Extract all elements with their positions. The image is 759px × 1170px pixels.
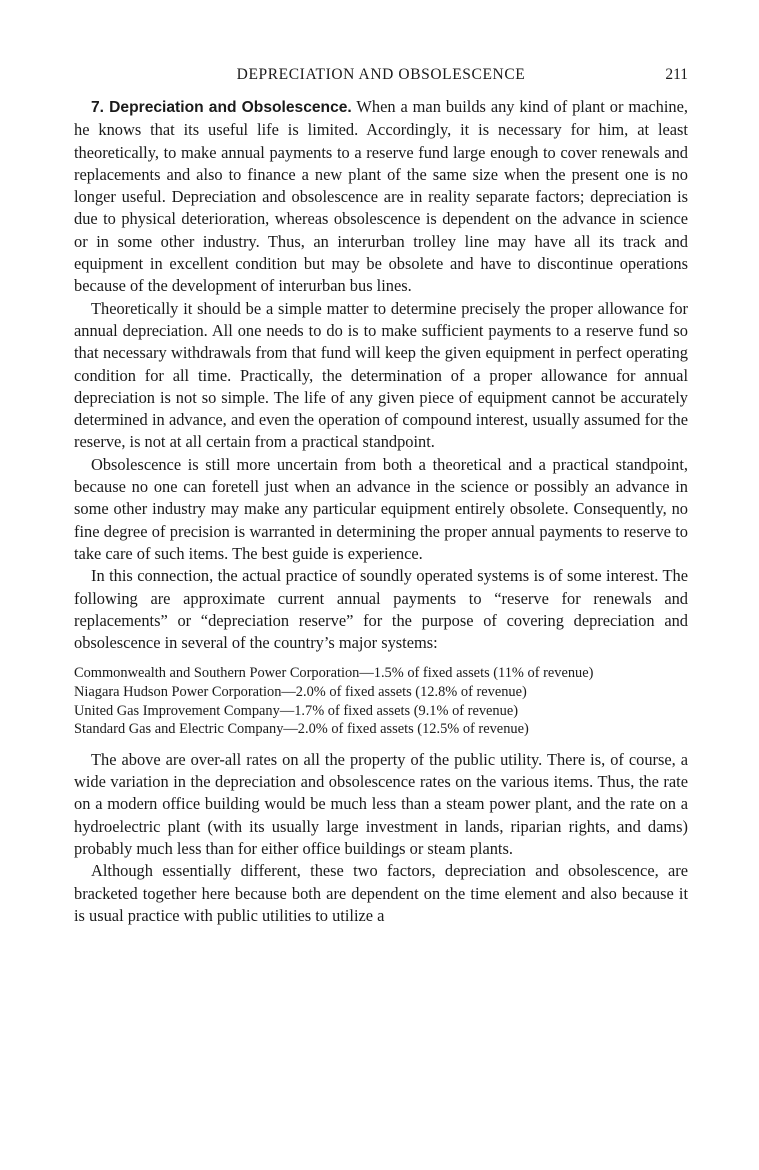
list-item: Standard Gas and Electric Company—2.0% of fixed assets (12.5% of revenue)	[74, 721, 529, 738]
running-head	[74, 66, 688, 90]
book-page	[74, 66, 688, 927]
systems-rate-list	[74, 664, 688, 738]
paragraph-theoretical-depreciation: Theoretically it should be a simple matter to determine precisely the proper allowance for annual depreciation. All one needs to do is to make sufficient payments to a reserve fund so that necessary withdrawals from that fund will keep the given equipment in perfect operating condition for all time. Practically, the determination of a proper allowance for annual depreciation is not so simple. The life of any given piece of equipment cannot be accurately determined in advance, and even the operation of compound interest, usually assumed for the reserve, is not at all certain from a practical standpoint.	[74, 298, 688, 452]
body-text	[74, 96, 688, 927]
page-number: 211	[665, 66, 688, 83]
list-item: United Gas Improvement Company—1.7% of fixed assets (9.1% of revenue)	[74, 702, 518, 719]
intro-text: When a man builds any kind of plant or machine, he knows that its useful life is limited. Accordingly, it is necessary for him, at least theoretically, to make annual payments to a reserve fund large enough to cover renewals and replacements and also to finance a new plant of the same size when the present one is no longer useful. Depreciation and obsolescence are in reality separate factors; depreciation is due to physical deterioration, whereas obsolescence is dependent on the advance in science or in some other industry. Thus, an interurban trolley line may have all its track and equipment in excellent condition but may be obsolete and have to discontinue operations because of the development of interurban bus lines.	[74, 97, 688, 296]
paragraph-overall-rates: The above are over-all rates on all the property of the public utility. There is, of course, a wide variation in the depreciation and obsolescence rates on the various items. Thus, the rate on a modern office building would be much less than a steam power plant, and the rate on a hydroelectric plant (with its usually large investment in lands, riparian rights, and dams) probably much less than for either office buildings or steam plants.	[74, 749, 688, 858]
running-title: DEPRECIATION AND OBSOLESCENCE	[236, 66, 526, 83]
list-item: Commonwealth and Southern Power Corporation—1.5% of fixed assets (11% of revenue)	[74, 665, 594, 682]
paragraph-bracketed-factors: Although essentially different, these two factors, depreciation and obsolescence, are bracketed together here because both are dependent on the time element and also because it is usual practice with public utilities to utilize a	[74, 861, 688, 925]
section-heading: 7. Depreciation and Obsolescence.	[91, 99, 352, 116]
section-intro-paragraph	[74, 96, 688, 298]
paragraph-obsolescence-uncertainty: Obsolescence is still more uncertain from both a theoretical and a practical standpoint, because no one can foretell just when an advance in the science or possibly an advance in some other industry may make any particular equipment entirely obsolete. Consequently, no fine degree of precision is warranted in determining the proper annual payments to reserve to take care of such items. The best guide is experience.	[74, 454, 688, 563]
list-item: Niagara Hudson Power Corporation—2.0% of fixed assets (12.8% of revenue)	[74, 684, 527, 701]
paragraph-actual-practice: In this connection, the actual practice of soundly operated systems is of some interest. The following are approximate current annual payments to “reserve for renewals and replacements” or “depreciation reserve” for the purpose of covering depreciation and obsolescence in several of the country’s major systems:	[74, 566, 688, 653]
